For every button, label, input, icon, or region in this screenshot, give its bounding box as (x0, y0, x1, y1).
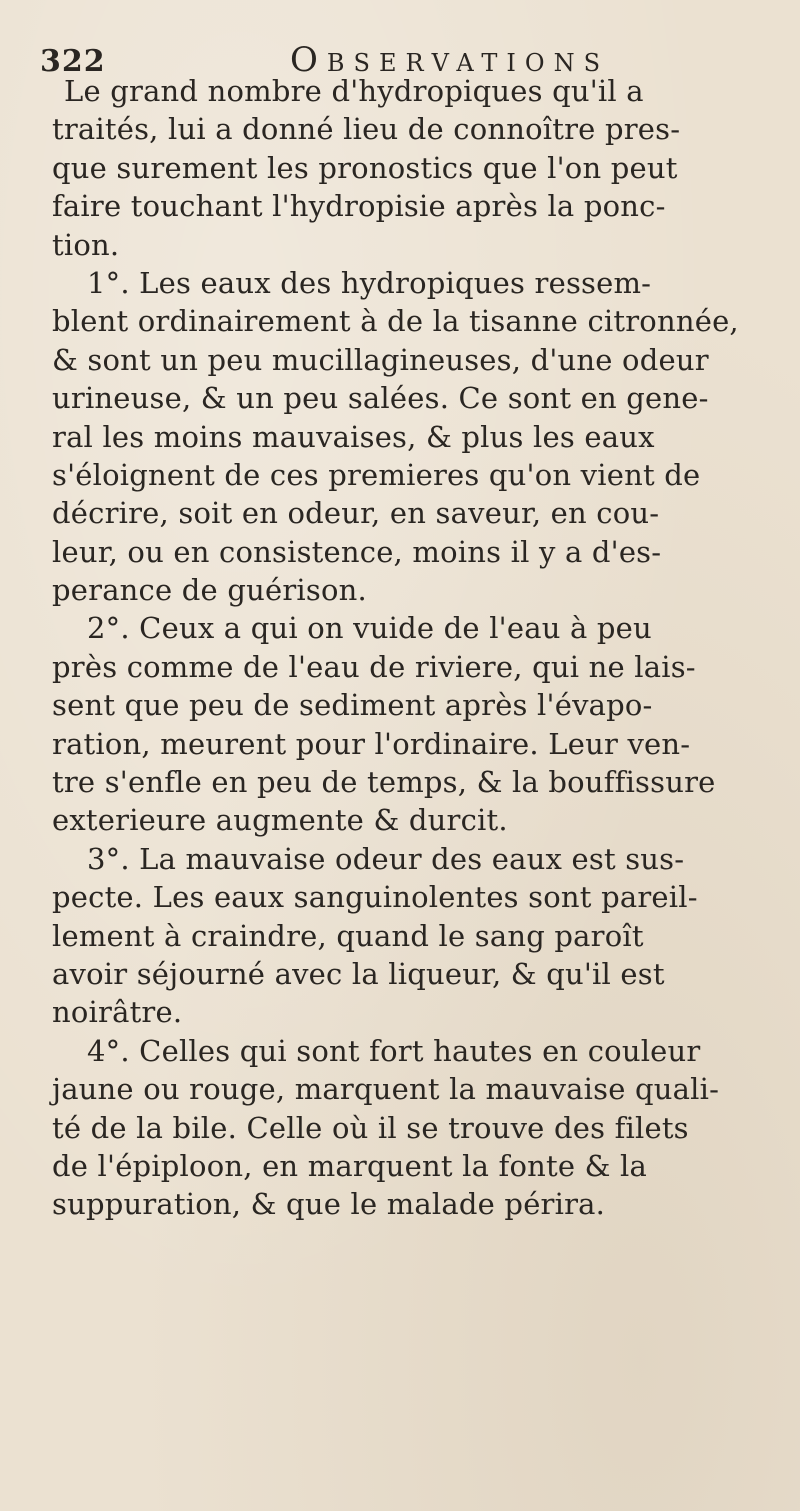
text-line: décrire, soit en odeur, en saveur, en cou- (52, 496, 660, 531)
body-text (52, 72, 792, 1224)
text-line: 3°. La mauvaise odeur des eaux est sus- (87, 841, 685, 876)
text-line: leur, ou en consistence, moins il y a d'es- (52, 534, 662, 569)
text-line: blent ordinairement à de la tisanne citronnée, (52, 304, 739, 339)
text-line: noirâtre. (52, 995, 183, 1030)
text-line: près comme de l'eau de riviere, qui ne lais- (52, 649, 696, 684)
text-line: tion. (52, 227, 120, 262)
text-line: s'éloignent de ces premieres qu'on vient de (52, 457, 701, 492)
text-line: Le grand nombre d'hydropiques qu'il a (64, 74, 644, 108)
text-line: de l'épiploon, en marquent la fonte & la (52, 1148, 648, 1183)
text-line: sent que peu de sediment après l'évapo- (52, 688, 653, 723)
text-line: & sont un peu mucillagineuses, d'une odeur (52, 342, 709, 377)
text-line: suppuration, & que le malade périra. (52, 1187, 606, 1222)
text-line: faire touchant l'hydropisie après la ponc- (52, 189, 666, 224)
text-line: lement à craindre, quand le sang paroît (52, 918, 644, 953)
text-line: exterieure augmente & durcit. (52, 803, 508, 838)
page-number: 322 (40, 44, 106, 79)
text-line: avoir séjourné avec la liqueur, & qu'il est (52, 956, 665, 991)
text-line: que surement les pronostics que l'on peut (52, 150, 678, 185)
text-line: ral les moins mauvaises, & plus les eaux (52, 419, 655, 454)
text-line: traités, lui a donné lieu de connoître pres- (52, 112, 681, 147)
text-line: jaune ou rouge, marquent la mauvaise quali- (52, 1072, 720, 1107)
text-line: 1°. Les eaux des hydropiques ressem- (87, 265, 652, 300)
text-line: tre s'enfle en peu de temps, & la bouffissure (52, 765, 716, 800)
running-title: Observations (290, 40, 610, 80)
text-line: perance de guérison. (52, 573, 367, 608)
text-line: 2°. Ceux a qui on vuide de l'eau à peu (87, 611, 652, 646)
text-line: 4°. Celles qui sont fort hautes en couleur (87, 1033, 701, 1068)
text-line: té de la bile. Celle où il se trouve des filets (52, 1110, 689, 1145)
text-line: pecte. Les eaux sanguinolentes sont pareil- (52, 880, 698, 915)
text-line: urineuse, & un peu salées. Ce sont en gene- (52, 381, 709, 416)
text-line: ration, meurent pour l'ordinaire. Leur ven- (52, 726, 691, 761)
